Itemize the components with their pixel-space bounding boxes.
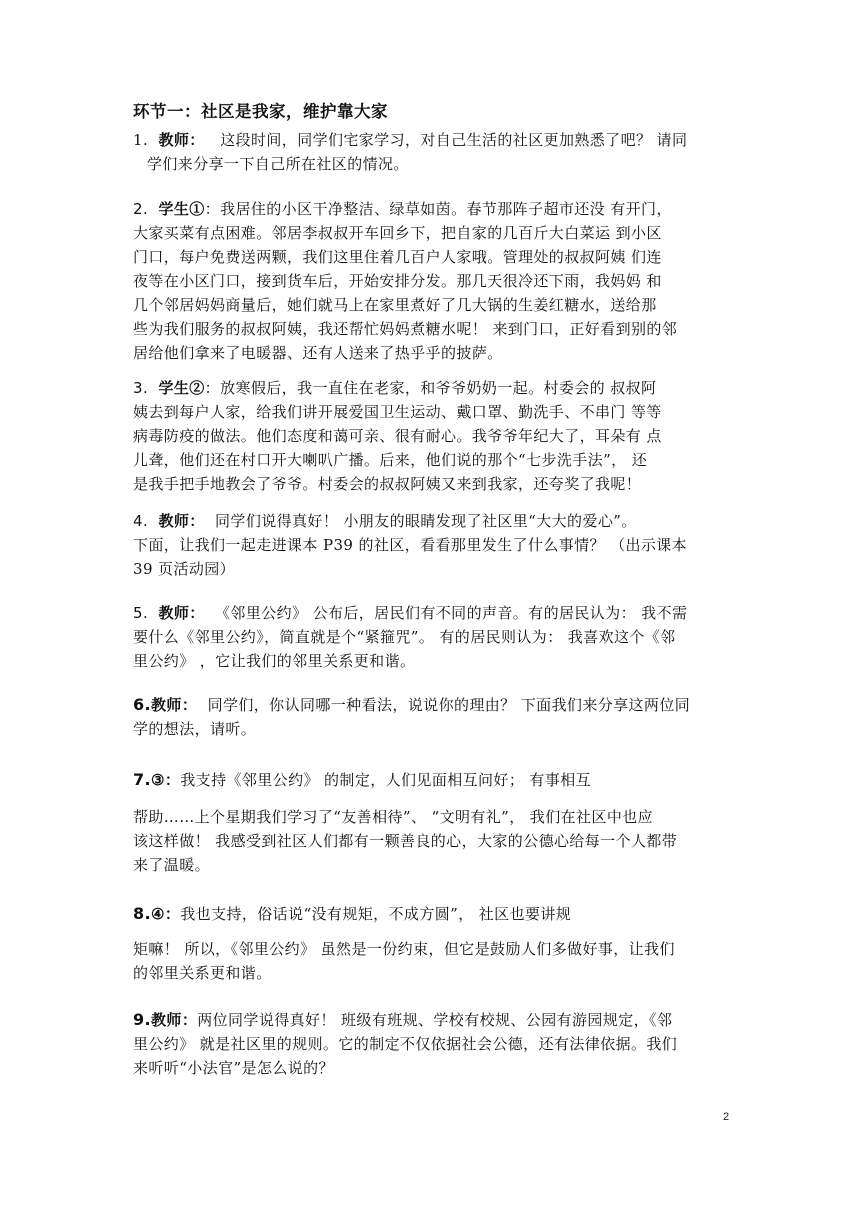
- paragraph-8-continued: 矩嘛！ 所以，《邻里公约》 虽然是一份约束，但它是鼓励人们多做好事，让我们 的邻里关系更和谐。: [133, 940, 675, 982]
- speaker-label: 教师：: [158, 604, 205, 622]
- paragraph-line: 这段时间，同学们宅家学习，对自己生活的社区更加熟悉了吧？ 请同: [220, 131, 688, 149]
- speaker-label: 教师：: [151, 1011, 198, 1029]
- paragraph-1: 1. 教师： 这段时间，同学们宅家学习，对自己生活的社区更加熟悉了吧？ 请同 学们来分享一下自己所在社区的情况。: [133, 128, 733, 176]
- speaker-label: 教师：: [158, 131, 205, 149]
- speaker-label: ③：: [151, 771, 181, 789]
- paragraph-line: 学们来分享一下自己所在社区的情况。: [147, 155, 409, 173]
- paragraph-3: 3. 学生②：放寒假后，我一直住在老家，和爷爷奶奶一起。村委会的 叔叔阿 姨去到每户人家，给我们讲开展爱国卫生运动、戴口罩、勤洗手、不串门 等等 病毒防疫的做法。他们态度和蔼可亲、很有耐心。我爷爷年纪大了，耳朵有 点 儿聋，他们还在村口开大喇叭广播。后来，他们说的那个“七步洗手法”， 还 是我手把手地教会了爷爷。村委会的叔叔阿姨又来到我家，还夸奖了我呢！: [133, 379, 662, 493]
- paragraph-5: 5. 教师： 《邻里公约》 公布后，居民们有不同的声音。有的居民认为： 我不需 要什么《邻里公约》，简直就是个“紧箍咒”。 有的居民则认为： 我喜欢这个《邻 里公约》 ，它让我们的邻里关系更和谐。: [133, 604, 688, 670]
- paragraph-2: 2. 学生①：我居住的小区干净整洁、绿草如茵。春节那阵子超市还没 有开门， 大家买菜有点困难。邻居李叔叔开车回乡下，把自家的几百斤大白菜运 到小区 门口，每户免费送两颗，我们这里住着几百户人家哦。管理处的叔叔阿姨 们连 夜等在小区门口，接到货车后，开始安排分发。那几天很冷还下雨，我妈妈 和 几个邻居妈妈商量后，她们就马上在家里煮好了几大锅的生姜红糖水，送给那 些为我们服务的叔叔阿姨，我还帮忙妈妈煮糖水呢！ 来到门口，正好看到别的邻 居给他们拿来了电暖器、还有人送来了热乎乎的披萨。: [133, 200, 678, 362]
- section-heading: 环节一：社区是我家，维护靠大家: [133, 102, 388, 121]
- speaker-label: 教师：: [158, 512, 205, 530]
- paragraph-4: 4. 教师： 同学们说得真好！ 小朋友的眼睛发现了社区里“大大的爱心”。 下面，让我们一起走进课本 P39 的社区，看看那里发生了什么事情？ （出示课本 39 页活动园）: [133, 512, 688, 578]
- paragraph-9: 9.教师：两位同学说得真好！ 班级有班规、学校有校规、公园有游园规定，《邻 里公约》 就是社区里的规则。它的制定不仅依据社会公德，还有法律依据。我们 来听听“小法官”是怎么说的？: [133, 1010, 678, 1077]
- speaker-label: 学生②: [158, 379, 205, 397]
- paragraph-6: 6.教师： 同学们，你认同哪一种看法，说说你的理由？ 下面我们来分享这两位同 学的想法，请听。: [133, 695, 691, 738]
- paragraph-7: 7.③：我支持《邻里公约》 的制定，人们见面相互问好； 有事相互: [133, 770, 592, 789]
- paragraph-7-continued: 帮助……上个星期我们学习了“友善相待”、 “文明有礼”， 我们在社区中也应 该这样做！ 我感受到社区人们都有一颗善良的心，大家的公德心给每一个人都带 来了温暖。: [133, 808, 678, 874]
- speaker-label: ④：: [151, 905, 181, 923]
- speaker-label: 教师：: [151, 696, 198, 714]
- paragraph-8: 8.④：我也支持，俗话说“没有规矩，不成方圆”， 社区也要讲规: [133, 904, 572, 923]
- page-number: 2: [723, 1111, 730, 1123]
- speaker-label: 学生①: [158, 200, 205, 218]
